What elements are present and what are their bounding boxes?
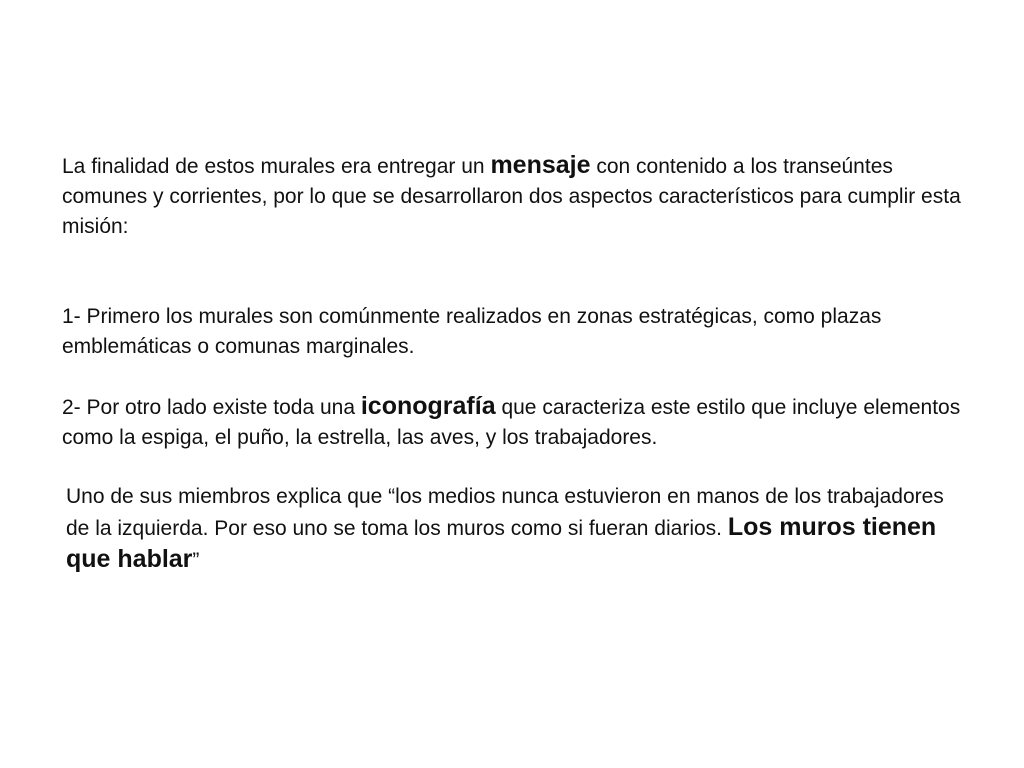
- intro-text-end: con contenido a los transeúntes comunes y corrientes, por lo que se desarrollaron dos aspectos característicos para cumplir esta misión:: [62, 155, 961, 238]
- quote-emphasis: Los muros tienen que hablar: [66, 513, 937, 573]
- spacer: [62, 453, 962, 482]
- point-1-paragraph: [62, 302, 962, 362]
- point-2-text-start: 2- Por otro lado existe toda una: [62, 396, 361, 419]
- quote-close-mark: ”: [192, 549, 200, 572]
- quote-text-start: Uno de sus miembros explica que “los medios nunca estuvieron en manos de los trabajadores de la izquierda. Por eso uno se toma los muros como si fueran diarios.: [66, 485, 944, 540]
- slide-body: [62, 150, 962, 576]
- point-2-text-end: que caracteriza este estilo que incluye elementos como la espiga, el puño, la estrella, las aves, y los trabajadores.: [62, 396, 961, 449]
- point-2-paragraph: [62, 391, 962, 453]
- quote-paragraph: [62, 482, 962, 576]
- intro-paragraph: [62, 150, 962, 242]
- intro-text-start: La finalidad de estos murales era entregar un: [62, 155, 491, 178]
- spacer: [62, 242, 962, 302]
- spacer: [62, 362, 962, 391]
- point-2-emphasis-iconografia: iconografía: [360, 392, 496, 420]
- point-1-text: 1- Primero los murales son comúnmente realizados en zonas estratégicas, como plazas emblemáticas o comunas marginales.: [62, 305, 882, 358]
- intro-emphasis-mensaje: mensaje: [490, 151, 591, 179]
